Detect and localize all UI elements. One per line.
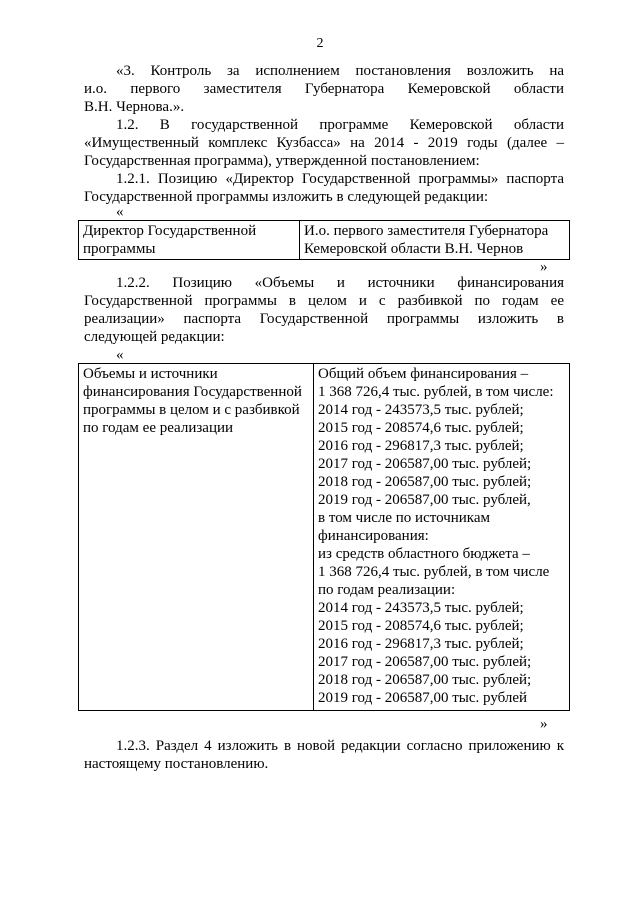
cell-line: 2016 год - 296817,3 тыс. рублей; [318, 438, 524, 454]
cell-line: программы в целом и с разбивкой [83, 402, 300, 418]
cell-line: в том числе по источникам [318, 510, 491, 526]
text-line: реализации» паспорта Государственной программы изложить в [84, 311, 564, 327]
opening-quote: « [116, 204, 124, 220]
cell-line: программы [83, 241, 156, 257]
text-line: 1.2. В государственной программе Кемеровской области [116, 117, 564, 133]
cell-line: Кемеровской области В.Н. Чернов [304, 241, 524, 257]
text-line: «Имущественный комплекс Кузбасса» на 2014 - 2019 годы (далее – [84, 135, 564, 151]
cell-line: 1 368 726,4 тыс. рублей, в том числе [318, 564, 550, 580]
table-cell-label [79, 364, 314, 711]
text-line: Государственная программа), утвержденной постановлением: [84, 153, 480, 169]
paragraph-program [84, 116, 564, 170]
table-cell-value [314, 364, 570, 711]
text-line: и.о. первого заместителя Губернатора Кемеровской области [84, 81, 564, 97]
text-line: следующей редакции: [84, 329, 225, 345]
cell-line: 2015 год - 208574,6 тыс. рублей; [318, 420, 524, 436]
cell-line: 2019 год - 206587,00 тыс. рублей, [318, 492, 531, 508]
cell-line: финансирования: [318, 528, 429, 544]
text-line: 1.2.1. Позицию «Директор Государственной программы» паспорта [116, 171, 564, 187]
cell-line: 2016 год - 296817,3 тыс. рублей; [318, 636, 524, 652]
cell-line: 2014 год - 243573,5 тыс. рублей; [318, 600, 524, 616]
page-number: 2 [316, 36, 324, 51]
closing-quote: » [540, 259, 548, 275]
paragraph-director [84, 170, 564, 206]
text-line: «3. Контроль за исполнением постановления возложить на [116, 63, 564, 79]
cell-line: 2018 год - 206587,00 тыс. рублей; [318, 474, 532, 490]
table-row [79, 364, 570, 711]
financing-table [78, 363, 570, 711]
cell-line: 2018 год - 206587,00 тыс. рублей; [318, 672, 532, 688]
cell-line: 2017 год - 206587,00 тыс. рублей; [318, 654, 532, 670]
director-table [78, 220, 570, 260]
cell-line: 2017 год - 206587,00 тыс. рублей; [318, 456, 532, 472]
paragraph-section4 [84, 737, 564, 773]
cell-line: 1 368 726,4 тыс. рублей, в том числе: [318, 384, 554, 400]
paragraph-control [84, 62, 564, 116]
cell-line: из средств областного бюджета – [318, 546, 530, 562]
cell-line: финансирования Государственной [83, 384, 302, 400]
opening-quote: « [116, 347, 124, 363]
table-row [79, 221, 570, 260]
text-line: 1.2.3. Раздел 4 изложить в новой редакции согласно приложению к [116, 738, 564, 754]
cell-line: Объемы и источники [83, 366, 218, 382]
paragraph-financing [84, 274, 564, 346]
text-line: Государственной программы изложить в следующей редакции: [84, 189, 489, 205]
cell-line: 2015 год - 208574,6 тыс. рублей; [318, 618, 524, 634]
cell-line: Общий объем финансирования – [318, 366, 529, 382]
text-line: настоящему постановлению. [84, 756, 269, 772]
cell-line: по годам реализации: [318, 582, 456, 598]
table-cell-label [79, 221, 300, 260]
table-cell-value [300, 221, 570, 260]
text-line: Государственной программы в целом и с разбивкой по годам ее [84, 293, 564, 309]
cell-line: Директор Государственной [83, 223, 257, 239]
text-line: 1.2.2. Позицию «Объемы и источники финансирования [116, 275, 564, 291]
text-line: В.Н. Чернова.». [84, 99, 185, 115]
cell-line: 2019 год - 206587,00 тыс. рублей [318, 690, 528, 706]
cell-line: И.о. первого заместителя Губернатора [304, 223, 549, 239]
closing-quote: » [540, 716, 548, 732]
cell-line: 2014 год - 243573,5 тыс. рублей; [318, 402, 524, 418]
cell-line: по годам ее реализации [83, 420, 234, 436]
